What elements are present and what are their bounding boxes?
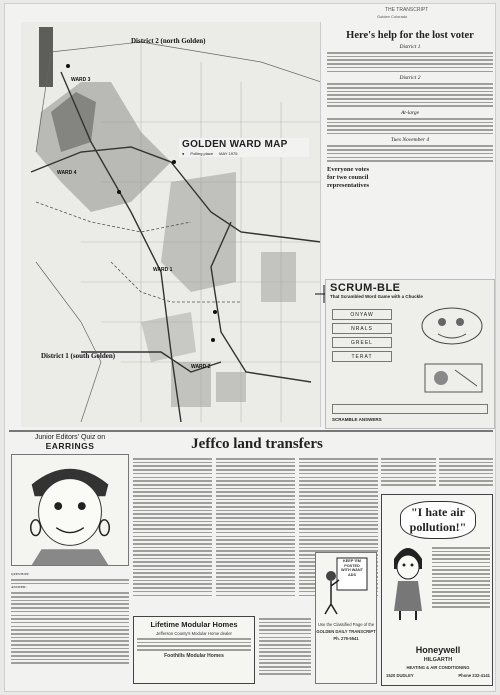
golden-ward-map	[21, 22, 321, 427]
scrumble-answers-label: SCRAMBLE ANSWERS	[332, 417, 382, 422]
scrumble-title: SCRUM-BLE	[330, 282, 401, 294]
section-divider	[9, 430, 493, 432]
map-label-ward4: WARD 4	[57, 170, 77, 176]
representatives: representatives	[327, 181, 369, 189]
masthead-date-line: Golden Colorado	[377, 14, 408, 19]
earrings-answer	[11, 586, 129, 590]
honeywell-brand: Honeywell	[415, 645, 461, 655]
map-label-district2: District 2 (north Golden)	[131, 37, 206, 45]
newspaper-page	[4, 3, 496, 692]
modular-ad-line1: Jefferson County's Modular Home dealer	[156, 631, 232, 636]
jeffco-column	[133, 456, 212, 614]
modular-homes-ad	[133, 616, 255, 684]
november-text	[327, 145, 493, 161]
modular-ad-title: Lifetime Modular Homes	[150, 620, 238, 629]
scrumble-cartoon-2-icon	[421, 360, 486, 396]
november-head: Tues November 4	[390, 137, 430, 144]
honeywell-ad	[381, 494, 493, 686]
honeywell-dealer: HILGARTH	[423, 657, 453, 663]
earrings-girl-illustration-icon	[11, 454, 129, 566]
district1-text	[327, 52, 493, 72]
scrumble-word: TERAT	[332, 351, 392, 362]
scrumble-word: NRALS	[332, 323, 392, 334]
district2-head: District 2	[399, 75, 421, 82]
map-graphic	[21, 22, 321, 427]
map-date: MAY 1975	[219, 151, 238, 156]
earrings-kicker: Junior Editors' Quiz on	[34, 434, 106, 441]
modular-ad-owner: Foothills Modular Homes	[164, 652, 224, 659]
scrumble-word: ONYAW	[332, 309, 392, 320]
for-two-council: for two council	[327, 173, 369, 181]
map-legend: Polling place	[190, 151, 214, 156]
district2-text	[327, 83, 493, 107]
scrumble-word: GREEL	[332, 337, 392, 348]
honeywell-phone: Phone 232-4141	[458, 673, 490, 678]
scrumble-subtitle: That Scrambled Word Game with a Chuckle	[330, 294, 423, 299]
at-large-head: At-large	[400, 109, 420, 116]
honeywell-address: 1520 DUDLEY	[386, 673, 414, 678]
voter-help-headline: Here's help for the lost voter	[346, 30, 474, 41]
honeywell-copy	[432, 545, 490, 610]
jeffco-column	[216, 456, 295, 614]
earrings-question-label: QUESTION:	[11, 573, 30, 576]
earrings-answer-text	[11, 592, 129, 664]
map-label-ward3: WARD 3	[71, 77, 91, 83]
map-label-ward1: WARD 1	[153, 267, 173, 273]
honeywell-girl-illustration-icon	[388, 541, 428, 621]
jeffco-title: Jeffco land transfers	[191, 436, 323, 452]
at-large-text	[327, 118, 493, 134]
want-ads-box	[315, 552, 377, 684]
map-label-ward2: WARD 2	[191, 364, 211, 370]
earrings-quiz	[11, 434, 129, 684]
scrumble-puzzle	[325, 279, 495, 429]
scrumble-cartoon-icon	[416, 304, 488, 349]
jeffco-column-bottom	[259, 616, 311, 684]
honeywell-speech-bubble: "I hate air pollution!"	[400, 501, 476, 539]
earrings-title: EARRINGS	[45, 441, 95, 451]
want-ads-sign-text: KEEP 'EM POSTED WITH WANT ADS	[341, 559, 363, 577]
want-ads-phone: Ph. 279-5541	[333, 636, 359, 641]
earrings-answer-label: ANSWER:	[11, 586, 27, 590]
earrings-question-text	[11, 579, 129, 584]
honeywell-service: HEATING & AIR CONDITIONING	[406, 665, 470, 670]
want-ads-line1: Use the Classified Page of the	[317, 622, 375, 627]
polling-place-icon: ●	[182, 151, 185, 156]
everyone-votes: Everyone votes	[327, 165, 370, 173]
map-title: GOLDEN WARD MAP	[182, 139, 288, 150]
jeffco-columns-right	[381, 456, 493, 492]
map-label-district1: District 1 (south Golden)	[41, 352, 116, 360]
masthead-paper-name: THE TRANSCRIPT	[385, 7, 429, 13]
earrings-question	[11, 573, 129, 577]
want-ads-paper: GOLDEN DAILY TRANSCRIPT	[316, 629, 376, 634]
map-title-box	[179, 138, 309, 157]
scrumble-answer-boxes	[332, 404, 488, 414]
district1-head: District 1	[399, 44, 421, 50]
